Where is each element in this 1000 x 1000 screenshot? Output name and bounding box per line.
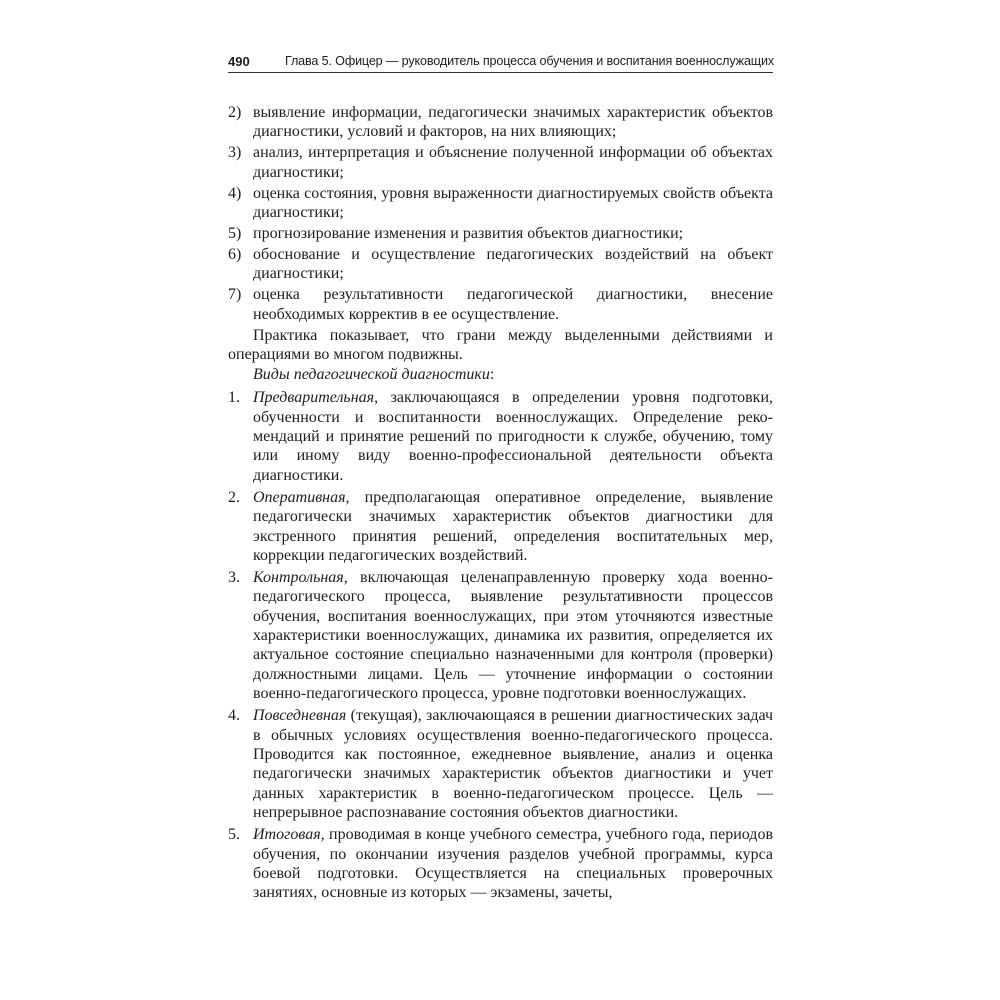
- list-item: [228, 825, 773, 903]
- type-term: Оперативная: [253, 488, 346, 506]
- list-item: [228, 245, 773, 284]
- list-item: [228, 568, 773, 704]
- list-item-text: оценка результативности педагогической диагностики, внесение необходимых корректив в ее осуществление.: [253, 286, 773, 323]
- list-marker: 3): [228, 144, 242, 162]
- page-body: [228, 103, 773, 905]
- body-paragraph: Практика показывает, что грани между выделенными действиями и операциями во многом подвижны.: [228, 326, 773, 364]
- list-item: [228, 488, 773, 566]
- list-item: [228, 184, 773, 223]
- type-description: , проводимая в конце учебного семестра, учебного года, периодов обучения, по окончании изучения разделов учебной программы, курса боевой подготовки. Осуществляется на специальных проверочных занятиях, основные из которых — экзамены, зачеты,: [253, 826, 773, 902]
- list-item-text: оценка состояния, уровня выраженности диагностируемых свойств объекта диагностики;: [253, 184, 773, 222]
- subheading-text: Виды педагогической диагностики: [253, 365, 490, 383]
- list-item: [228, 285, 773, 324]
- list-item-text: прогнозирование изменения и развития объектов диагностики;: [253, 224, 684, 242]
- list-marker: 7): [228, 286, 242, 304]
- list-item: [228, 706, 773, 822]
- type-term: Предварительная: [253, 389, 375, 407]
- list-marker: 5.: [228, 826, 240, 844]
- list-marker: 4.: [228, 707, 240, 725]
- diagnostic-types-list: [228, 388, 773, 903]
- list-marker: 1.: [228, 389, 240, 407]
- type-description: (текущая), заключающаяся в решении диагностических задач в обычных условиях осуществления военно-педагогического процесса. Проводится как постоянное, ежедневное выявление, анализ и оценка педагогически значимых характеристик объектов диагностики и учет данных характеристик в военно-педагогическом процессе. Цель — непрерывное распознавание состояния объектов диагностики.: [253, 707, 773, 822]
- list-item-text: анализ, интерпретация и объяснение полученной информации об объектах диагностики;: [253, 144, 773, 181]
- diagnostic-steps-list: [228, 103, 773, 324]
- section-subheading: [228, 365, 773, 384]
- type-term: Контрольная: [253, 568, 344, 586]
- type-term: Итоговая: [253, 826, 321, 844]
- list-item-text: обоснование и осуществление педагогических воздействий на объект диагностики;: [253, 245, 773, 283]
- list-item: [228, 103, 773, 142]
- list-marker: 2): [228, 104, 242, 121]
- page-header: [228, 52, 773, 73]
- list-marker: 2.: [228, 488, 240, 506]
- list-marker: 5): [228, 224, 242, 242]
- running-head: Глава 5. Офицер — руководитель процесса обучения и воспитания военнослужащих: [285, 54, 775, 68]
- list-marker: 4): [228, 184, 242, 202]
- list-item: [228, 224, 773, 243]
- type-term: Повседневная: [253, 707, 347, 725]
- list-marker: 6): [228, 245, 242, 263]
- type-description: , включающая целенаправленную проверку хода военно-педагогического процесса, выявление результативности процессов обучения, воспитания военнослужащих, при этом уточняются известные характеристики военнослужащих, динамика их развития, определяется их актуальное состояние специально назначенными для контроля (проверки) должностными лицами. Цель — уточнение информации о состоянии военно-педагогического процесса, уровне подготовки военнослужащих.: [253, 568, 773, 703]
- type-description: , заключающаяся в определении уровня подготовки, обученности и воспитанности военнослужащих. Определение рекомендаций и принятие решений по пригодности к службе, обучению, тому или иному виду военно-профессиональной деятельности объекта диагностики.: [253, 389, 773, 484]
- type-description: , предполагающая оперативное определение, выявление педагогически значимых характеристик объектов диагностики для экстренного принятия решений, определения воспитательных мер, коррекции педагогических воздействий.: [253, 488, 773, 564]
- page-number: 490: [228, 54, 250, 69]
- list-item-text: выявление информации, педагогически значимых характеристик объектов диагностики, условий и факторов, на них влияющих;: [253, 104, 773, 141]
- list-item: [228, 388, 773, 485]
- subheading-colon: :: [489, 365, 495, 383]
- list-marker: 3.: [228, 568, 240, 586]
- list-item: [228, 143, 773, 182]
